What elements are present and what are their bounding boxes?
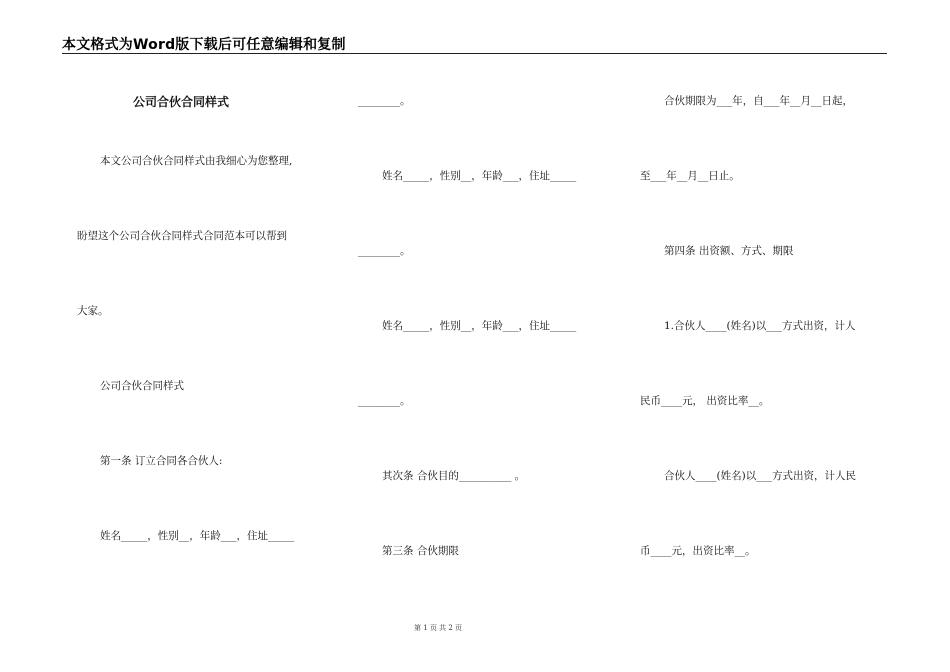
col2-line-6: 其次条 合伙目的__________ 。 [382,470,526,482]
col1-line-3: 大家。 [77,305,109,317]
page-number-footer: 第 1 页 共 2 页 [414,624,463,632]
col1-line-6: 姓名_____，性别__，年龄___，住址_____ [100,530,295,542]
document-header-title: 本文格式为Word版下载后可任意编辑和复制 [62,37,346,53]
document-title: 公司合伙合同样式 [133,95,230,109]
col3-line-7: 币____元，出资比率__。 [640,545,756,557]
col2-line-4: 姓名_____，性别__，年龄___，住址_____ [382,320,577,332]
col3-line-5: 民币____元， 出资比率__。 [640,395,770,407]
col3-line-2: 至___年__月__日止。 [640,170,740,182]
col3-line-3: 第四条 出资额、方式、期限 [664,245,794,257]
col2-line-3: ________。 [358,245,411,257]
col2-line-5: ________。 [358,395,411,407]
col2-line-7: 第三条 合伙期限 [382,545,459,557]
col3-line-4: 1.合伙人____(姓名)以___方式出资，计人 [664,320,856,332]
col3-line-1: 合伙期限为___年，自___年__月__日起， [664,95,853,107]
col3-line-6: 合伙人____(姓名)以___方式出资，计人民 [664,470,856,482]
col1-line-5: 第一条 订立合同各合伙人: [100,455,223,467]
col2-line-2: 姓名_____，性别__，年龄___，住址_____ [382,170,577,182]
col1-line-2: 盼望这个公司合伙合同样式合同范本可以帮到 [77,230,287,242]
header-divider [62,53,887,54]
col1-line-1: 本文公司合伙合同样式由我细心为您整理, [100,155,293,167]
col2-line-1: ________。 [358,95,411,107]
col1-line-4: 公司合伙合同样式 [100,380,184,392]
